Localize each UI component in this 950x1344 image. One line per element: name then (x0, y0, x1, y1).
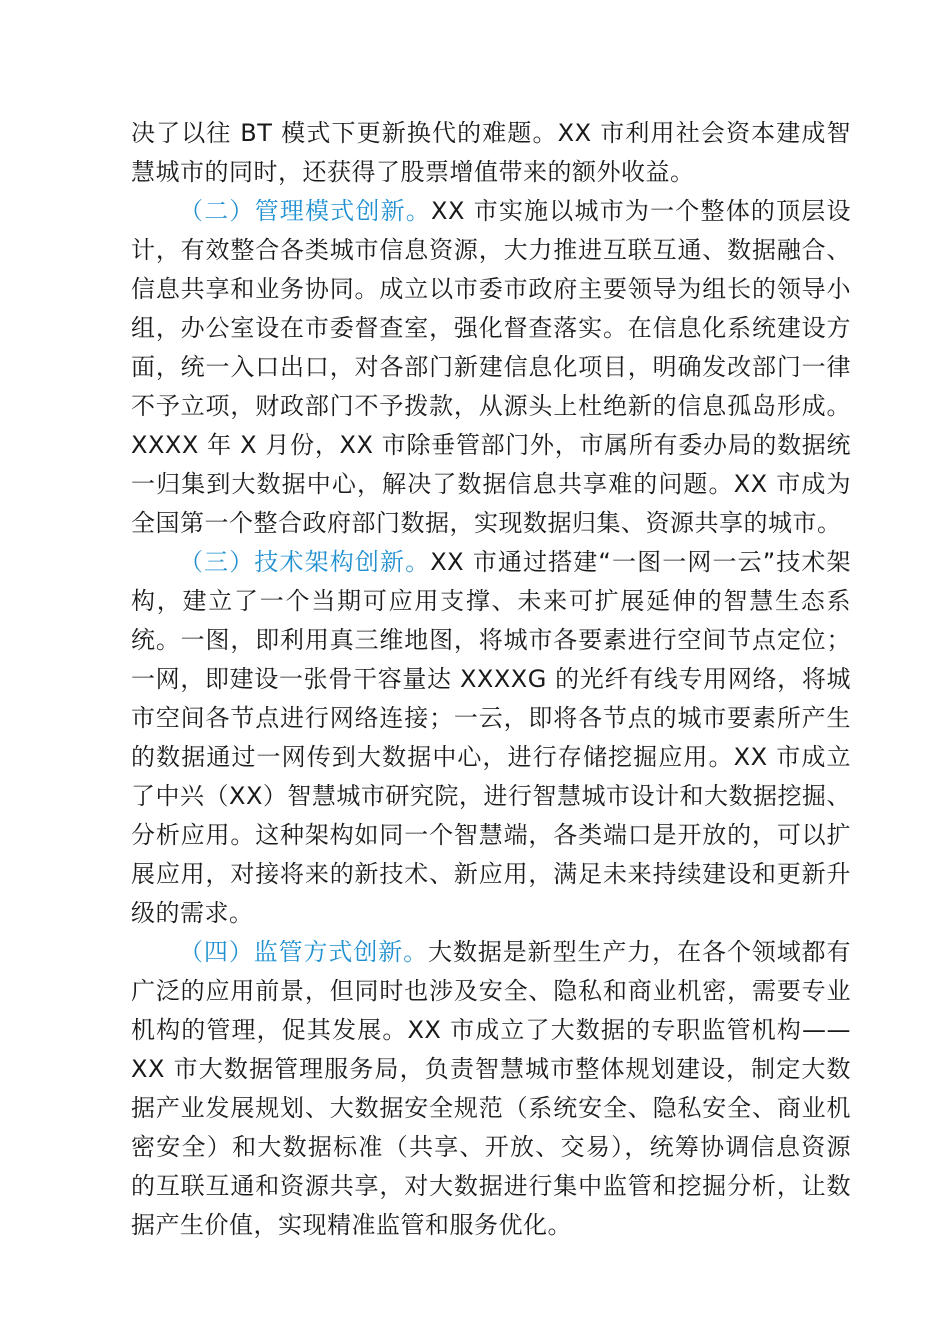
paragraph-continuation (131, 114, 851, 192)
paragraph-management-innovation (131, 192, 851, 543)
paragraph-body: XX 市实施以城市为一个整体的顶层设计，有效整合各类城市信息资源，大力推进互联互通、数据融合、信息共享和业务协同。成立以市委市政府主要领导为组长的领导小组，办公室设在市委督查室，强化督查落实。在信息化系统建设方面，统一入口出口，对各部门新建信息化项目，明确发改部门一律不予立项，财政部门不予拨款，从源头上杜绝新的信息孤岛形成。XXXX 年 X 月份，XX 市除垂管部门外，市属所有委办局的数据统一归集到大数据中心，解决了数据信息共享难的问题。XX 市成为全国第一个整合政府部门数据，实现数据归集、资源共享的城市。 (131, 197, 852, 537)
paragraph-body: 决了以往 BT 模式下更新换代的难题。XX 市利用社会资本建成智慧城市的同时，还获得了股票增值带来的额外收益。 (131, 119, 851, 186)
section-heading: （四）监管方式创新。 (179, 938, 429, 966)
document-body (131, 114, 851, 1245)
paragraph-architecture-innovation (131, 543, 851, 933)
section-heading: （三）技术架构创新。 (179, 548, 431, 576)
section-heading: （二）管理模式创新。 (179, 197, 431, 225)
paragraph-regulation-innovation (131, 933, 851, 1245)
paragraph-body: XX 市通过搭建“一图一网一云”技术架构，建立了一个当期可应用支撑、未来可扩展延伸的智慧生态系统。一图，即利用真三维地图，将城市各要素进行空间节点定位；一网，即建设一张骨干容量达 XXXXG 的光纤有线专用网络，将城市空间各节点进行网络连接；一云，即将各节点的城市要素所产生的数据通过一网传到大数据中心，进行存储挖掘应用。XX 市成立了中兴（XX）智慧城市研究院，进行智慧城市设计和大数据挖掘、分析应用。这种架构如同一个智慧端，各类端口是开放的，可以扩展应用，对接将来的新技术、新应用，满足未来持续建设和更新升级的需求。 (131, 548, 851, 927)
paragraph-body: 大数据是新型生产力，在各个领域都有广泛的应用前景，但同时也涉及安全、隐私和商业机密，需要专业机构的管理，促其发展。XX 市成立了大数据的专职监管机构——XX 市大数据管理服务局，负责智慧城市整体规划建设，制定大数据产业发展规划、大数据安全规范（系统安全、隐私安全、商业机密安全）和大数据标准（共享、开放、交易），统筹协调信息资源的互联互通和资源共享，对大数据进行集中监管和挖掘分析，让数据产生价值，实现精准监管和服务优化。 (131, 938, 852, 1239)
